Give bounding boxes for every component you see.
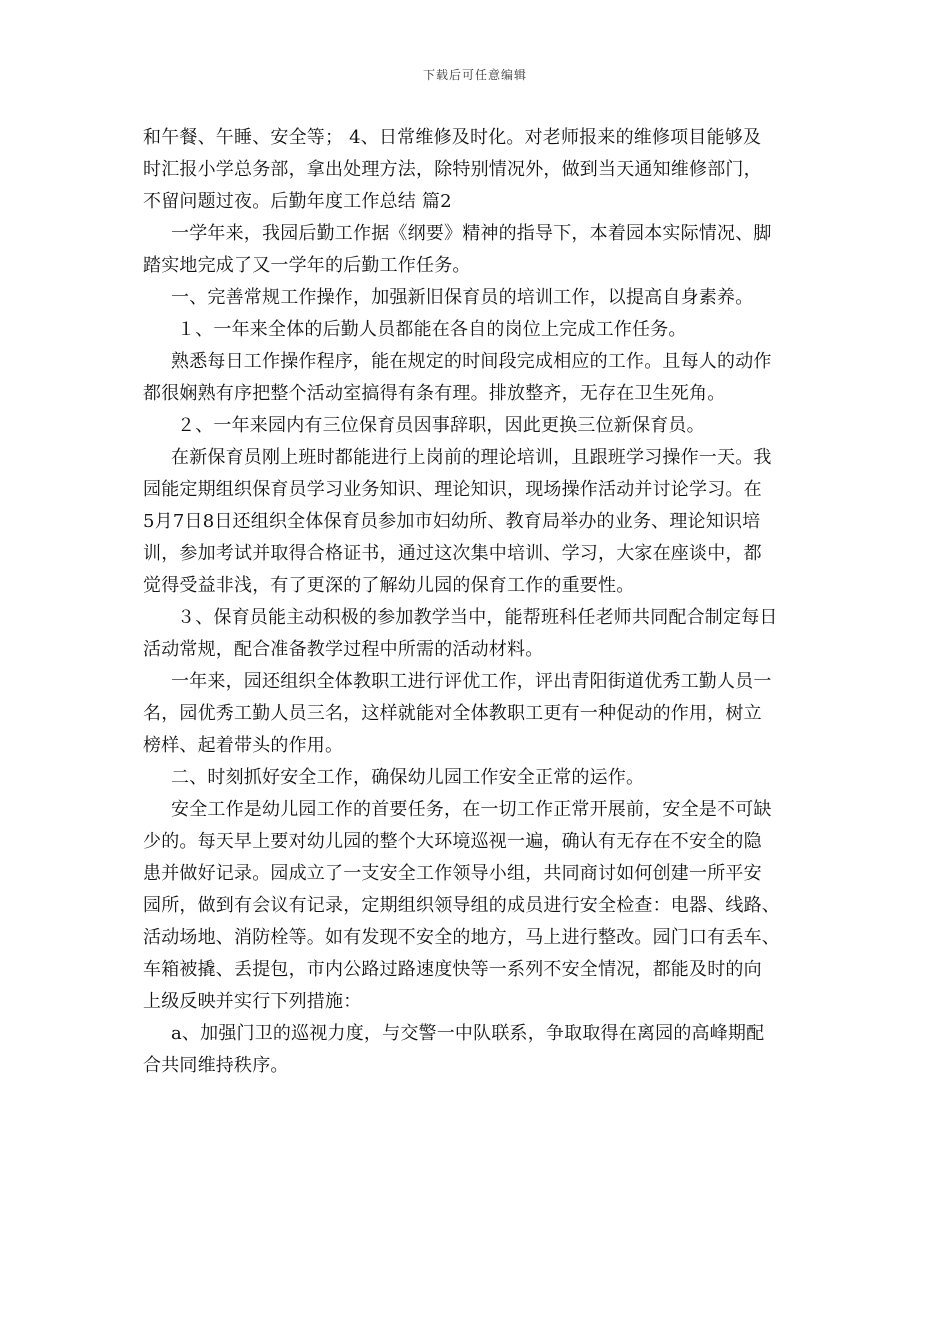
- page-header: 下载后可任意编辑: [422, 68, 527, 82]
- text-line: 二、时刻抓好安全工作，确保幼儿园工作安全正常的运作。: [171, 767, 645, 788]
- text-line: 少的。每天早上要对幼儿园的整个大环境巡视一遍，确认有无存在不安全的隐: [143, 831, 762, 852]
- text-line: 园能定期组织保育员学习业务知识、理论知识，现场操作活动并讨论学习。在: [143, 479, 762, 500]
- text-line: 不留问题过夜。后勤年度工作总结 篇2: [143, 191, 452, 212]
- text-line: ２、一年来园内有三位保育员因事辞职，因此更换三位新保育员。: [177, 415, 705, 436]
- text-line: 安全工作是幼儿园工作的首要任务，在一切工作正常开展前，安全是不可缺: [171, 799, 772, 820]
- text-line: 和午餐、午睡、安全等； 4、日常维修及时化。对老师报来的维修项目能够及: [143, 127, 762, 148]
- text-line: 车箱被撬、丢提包，市内公路过路速度快等一系列不安全情况，都能及时的向: [143, 959, 762, 980]
- text-line: 训，参加考试并取得合格证书，通过这次集中培训、学习，大家在座谈中，都: [143, 543, 762, 564]
- text-line: 园所，做到有会议有记录，定期组织领导组的成员进行安全检查：电器、线路、: [143, 895, 780, 916]
- text-line: 榜样、起着带头的作用。: [143, 735, 344, 756]
- text-line: 上级反映并实行下列措施：: [143, 991, 362, 1012]
- text-line: 一、完善常规工作操作，加强新旧保育员的培训工作，以提高自身素养。: [171, 287, 754, 308]
- text-line: １、一年来全体的后勤人员都能在各自的岗位上完成工作任务。: [177, 319, 687, 340]
- text-line: 活动场地、消防栓等。如有发现不安全的地方，马上进行整改。园门口有丢车、: [143, 927, 780, 948]
- text-line: 觉得受益非浅，有了更深的了解幼儿园的保育工作的重要性。: [143, 575, 635, 596]
- text-line: 都很娴熟有序把整个活动室搞得有条有理。排放整齐，无存在卫生死角。: [143, 383, 726, 404]
- text-line: 一年来，园还组织全体教职工进行评优工作，评出青阳街道优秀工勤人员一: [171, 671, 772, 692]
- text-line: 患并做好记录。园成立了一支安全工作领导小组，共同商讨如何创建一所平安: [143, 863, 762, 884]
- text-line: 在新保育员刚上班时都能进行上岗前的理论培训，且跟班学习操作一天。我: [171, 447, 772, 468]
- text-line: ３、保育员能主动积极的参加教学当中，能帮班科任老师共同配合制定每日: [177, 607, 778, 628]
- text-line: 熟悉每日工作操作程序，能在规定的时间段完成相应的工作。且每人的动作: [171, 351, 772, 372]
- text-line: 5月7日8日还组织全体保育员参加市妇幼所、教育局举办的业务、理论知识培: [143, 511, 761, 532]
- text-line: 名，园优秀工勤人员三名，这样就能对全体教职工更有一种促动的作用，树立: [143, 703, 762, 724]
- document-body: [143, 122, 808, 1082]
- text-line: 合共同维持秩序。: [143, 1055, 289, 1076]
- text-line: 一学年来，我园后勤工作据《纲要》精神的指导下，本着园本实际情况、脚: [171, 223, 772, 244]
- text-line: 踏实地完成了又一学年的后勤工作任务。: [143, 255, 471, 276]
- text-line: 时汇报小学总务部，拿出处理方法，除特别情况外，做到当天通知维修部门，: [143, 159, 762, 180]
- text-line: a、加强门卫的巡视力度，与交警一中队联系，争取取得在离园的高峰期配: [171, 1023, 765, 1044]
- text-line: 活动常规，配合准备教学过程中所需的活动材料。: [143, 639, 544, 660]
